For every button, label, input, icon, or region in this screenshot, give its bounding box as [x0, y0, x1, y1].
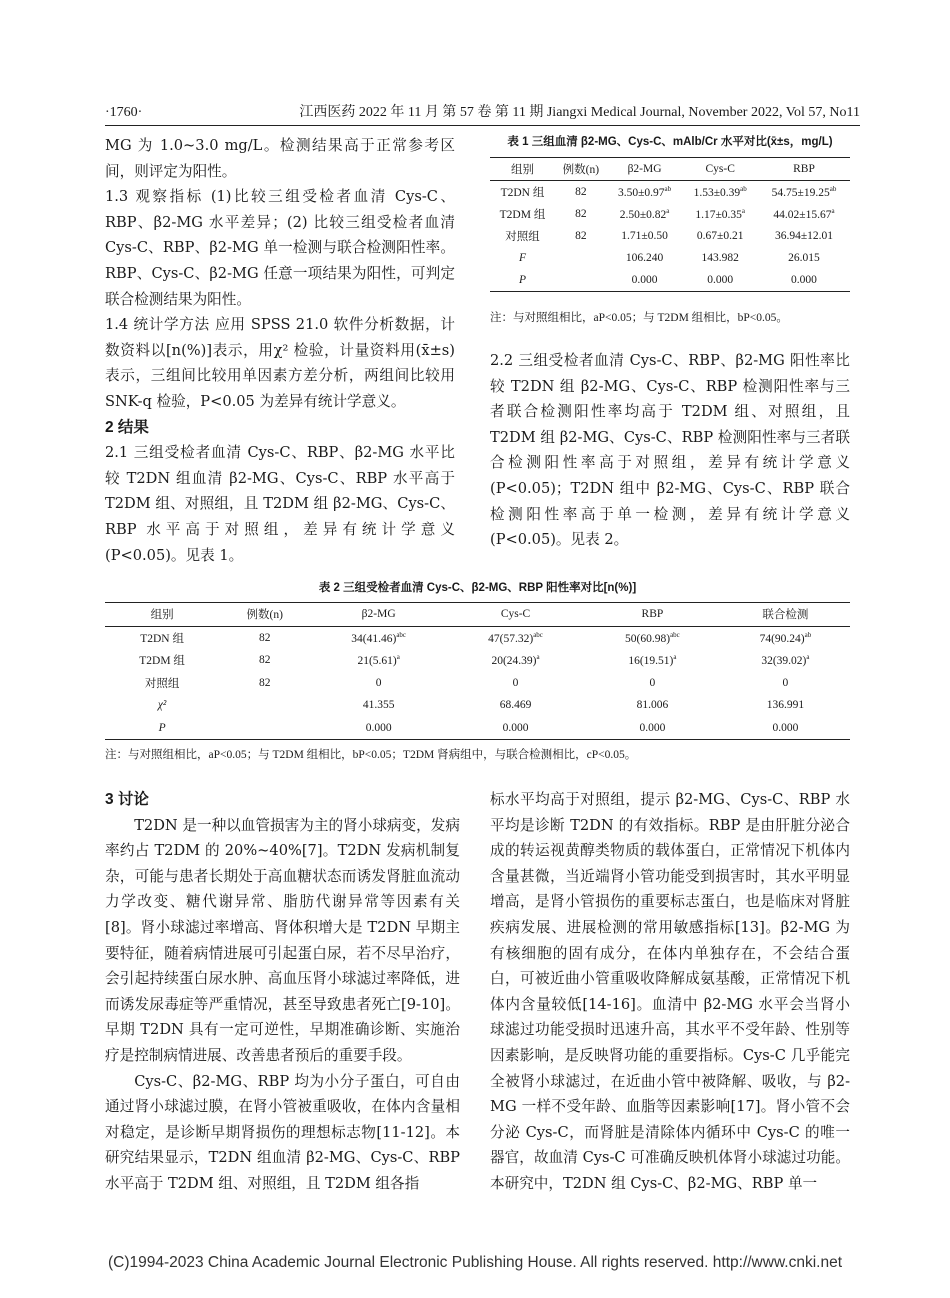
table-cell: 44.02±15.67$^a$ — [773, 207, 835, 221]
table-row — [105, 649, 850, 672]
table-cell: 82 — [258, 631, 271, 644]
significance-mark: ab — [829, 185, 837, 194]
table-cell: 3.50±0.97$^{ab}$ — [617, 185, 672, 199]
table-cell: 1.71±0.50 — [621, 230, 668, 242]
table1-header: β2-MG — [627, 163, 662, 175]
copyright-footer: (C)1994-2023 China Academic Journal Electronic Publishing House. All rights reserved. http://www.cnki.net — [107, 1254, 843, 1271]
page-number: ·1760· — [105, 105, 143, 120]
table-cell: T2DN 组 — [500, 187, 545, 199]
table-cell: 0.000 — [772, 721, 799, 734]
table-cell: 41.355 — [362, 699, 395, 712]
table-cell: F — [518, 252, 526, 264]
table-cell: $74(90.24)^{ab}$ — [759, 630, 812, 645]
table-cell: 81.006 — [636, 699, 669, 712]
table-cell — [555, 247, 607, 269]
paragraph: 2.2 三组受检者血清 Cys-C、RBP、β2-MG 阳性率比较 T2DN 组 β2-MG、Cys-C、RBP 检测阳性率与三者联合检测阳性率均高于 T2DM 组、对照组，且 T2DM 组 β2-MG、Cys-C、RBP 检测阳性率与三者联合检测阳性率高于对照组，差异有统计学意义(P<0.05)；T2DN 组中 β2-MG、Cys-C、RBP 联合检测阳性率高于单一检测，差异有统计学意义(P<0.05)。见表 2。 — [490, 352, 850, 549]
table-row — [105, 672, 850, 695]
significance-mark: ab — [664, 185, 672, 194]
table-cell: $50(60.98)^{abc}$ — [625, 630, 680, 645]
table-cell: 0.000 — [639, 721, 666, 734]
table-cell: T2DN 组 — [140, 632, 184, 645]
table-row — [105, 626, 850, 649]
table-row — [490, 247, 850, 269]
table-cell: 36.94±12.01 — [774, 230, 834, 242]
table-cell: 82 — [575, 230, 587, 242]
table-cell: 0 — [782, 676, 789, 689]
significance-mark: abc — [670, 630, 680, 639]
table-cell: 对照组 — [505, 231, 540, 243]
table-cell: 1.17±0.35$^a$ — [695, 207, 746, 221]
paragraph: Cys-C、β2-MG、RBP 均为小分子蛋白，可自由通过肾小球滤过膜，在肾小管被重吸收，在体内含量相对稳定，是诊断早期肾损伤的理想标志物[11-12]。本研究结果显示，T2DN 组血清 β2-MG、Cys-C、RBP 水平高于 T2DM 组、对照组，且 T2DM 组各指 — [105, 1072, 460, 1192]
table-cell: 136.991 — [766, 699, 805, 712]
table-cell: 1.53±0.39$^{ab}$ — [693, 185, 747, 199]
table1-header: Cys-C — [705, 163, 735, 175]
significance-mark: ab — [804, 630, 812, 639]
table-cell: 2.50±0.82$^a$ — [619, 207, 670, 221]
table-cell: $21(5.61)^a$ — [357, 653, 400, 668]
table-cell: $34(41.46)^{abc}$ — [351, 630, 407, 645]
significance-mark: a — [666, 207, 670, 216]
table1-header: 组别 — [510, 164, 534, 176]
journal-line: 江西医药 2022 年 11 月 第 57 卷 第 11 期 Jiangxi Medical Journal, November 2022, Vol 57, No11 — [299, 105, 860, 120]
section-heading-discussion: 3 讨论 — [105, 791, 149, 808]
table2-header: Cys-C — [500, 608, 531, 621]
table2-header: 组别 — [150, 609, 174, 622]
significance-mark: abc — [533, 630, 543, 639]
table-row — [490, 181, 850, 204]
paragraph: MG 为 1.0~3.0 mg/L。检测结果高于正常参考区间，则评定为阳性。 — [105, 137, 455, 180]
table-cell: 0.000 — [365, 721, 392, 734]
table-cell: 对照组 — [144, 677, 180, 690]
significance-mark: a — [831, 207, 835, 216]
table1-header: 例数(n) — [562, 164, 600, 176]
section-2-1: 2.1 三组受检者血清 Cys-C、RBP、β2-MG 水平比较 T2DN 组血清 β2-MG、Cys-C、RBP 水平高于 T2DM 组、对照组，且 T2DM 组 β2-MG、Cys-C、RBP 水平高于对照组，差异有统计学意义 (P<0.05)。见表 1。 — [105, 444, 455, 564]
table2-header: 例数(n) — [246, 609, 283, 622]
significance-mark: abc — [396, 630, 407, 639]
table-cell — [219, 717, 310, 740]
paragraph: T2DN 是一种以血管损害为主的肾小球病变，发病率约占 T2DM 的 20%~40%[7]。T2DN 发病机制复杂，可能与患者长期处于高血糖状态而诱发肾脏血流动力学改变、糖代谢异常、脂肪代谢异常等因素有关[8]。肾小球滤过率增高、肾体积增大是 T2DN 早期主要特征，随着病情进展可引起蛋白尿，若不尽早治疗，会引起持续蛋白尿水肿、高血压肾小球滤过率降低，进而诱发尿毒症等严重情况，甚至导致患者死亡[9-10]。早期 T2DN 具有一定可逆性，早期准确诊断、实施治疗是控制病情进展、改善患者预后的重要手段。 — [105, 816, 460, 1064]
significance-mark: a — [806, 653, 810, 662]
table-cell: 82 — [258, 676, 271, 689]
table-cell: 0.000 — [707, 274, 734, 286]
significance-mark: a — [536, 653, 540, 662]
significance-mark: a — [673, 653, 677, 662]
table-cell: 26.015 — [788, 252, 820, 264]
table1-header: RBP — [793, 163, 815, 175]
table-cell — [555, 269, 607, 292]
table1 — [490, 157, 850, 292]
table-cell: 82 — [575, 208, 587, 220]
table1-note: 注：与对照组相比，aP<0.05；与 T2DM 组相比，bP<0.05。 — [490, 312, 788, 324]
table-cell: 82 — [258, 654, 271, 667]
table1-caption: 表 1 三组血清 β2-MG、Cys-C、mAlb/Cr 水平对比(x̄±s，mg/L) — [507, 136, 833, 148]
table-cell: $32(39.02)^a$ — [761, 653, 810, 668]
table-cell: 0.67±0.21 — [696, 230, 744, 242]
table-row — [490, 225, 850, 247]
table-cell: $20(24.39)^a$ — [491, 653, 540, 668]
table1-header-row — [490, 158, 850, 181]
table-cell: $47(57.32)^{abc}$ — [488, 630, 543, 645]
paragraph: 标水平均高于对照组，提示 β2-MG、Cys-C、RBP 水平均是诊断 T2DN 的有效指标。RBP 是由肝脏分泌合成的转运视黄醇类物质的载体蛋白，正常情况下机体内含量甚微，当近端肾小管功能受到损害时，其水平明显增高，是肾小管损伤的重要标志蛋白，也是临床对肾脏疾病发展、进展检测的常用敏感指标[13]。β2-MG 为有核细胞的固有成分，在体内单独存在，不会结合蛋白，可被近曲小管重吸收降解成氨基酸，正常情况下机体内含量较低[14-16]。血清中 β2-MG 水平会当肾小球滤过功能受损时迅速升高，其水平不受年龄、性别等因素影响，是反映肾功能的重要指标。Cys-C 几乎能完全被肾小球滤过，在近曲小管中被降解、吸收，与 β2-MG 一样不受年龄、血脂等因素影响[17]。肾小管不会分泌 Cys-C，而肾脏是清除体内循环中 Cys-C 的唯一器官，故血清 Cys-C 可准确反映机体肾小球滤过功能。本研究中，T2DN 组 Cys-C、β2-MG、RBP 单一 — [490, 791, 850, 1192]
table-cell: 0 — [375, 676, 382, 689]
table-cell: $16(19.51)^a$ — [628, 653, 677, 668]
significance-mark: a — [741, 207, 746, 216]
table-cell: 0.000 — [631, 274, 658, 286]
table-row — [490, 203, 850, 225]
significance-mark: ab — [740, 185, 747, 194]
section-1-4: 1.4 统计学方法 应用 SPSS 21.0 软件分析数据，计数资料以[n(%)]表示，用χ² 检验，计量资料用(x̄±s)表示，三组间比较用单因素方差分析，两组间比较用 SNK-q 检验，P<0.05 为差异有统计学意义。 — [105, 316, 455, 410]
table2-header: β2-MG — [361, 608, 396, 621]
table-cell: 0 — [649, 676, 656, 689]
table-cell: 106.240 — [625, 252, 664, 264]
table-cell: 0.000 — [502, 721, 529, 734]
table-cell: T2DM 组 — [499, 209, 546, 221]
table-cell: T2DM 组 — [139, 655, 185, 668]
table2-note: 注：与对照组相比，aP<0.05；与 T2DM 组相比，bP<0.05；T2DM 肾病组中，与联合检测相比，cP<0.05。 — [105, 749, 637, 761]
table-cell: P — [518, 274, 526, 286]
table-row — [490, 269, 850, 292]
table-cell: P — [158, 721, 166, 734]
discussion-left — [105, 787, 460, 1197]
section-2-2 — [490, 348, 850, 553]
table-cell: 68.469 — [499, 699, 532, 712]
table-cell: 54.75±19.25$^{ab}$ — [771, 185, 837, 199]
table-cell: 0 — [512, 676, 519, 689]
table-row — [105, 717, 850, 740]
section-heading-results: 2 结果 — [105, 418, 149, 436]
table2-caption: 表 2 三组受检者血清 Cys-C、β2-MG、RBP 阳性率对比[n(%)] — [318, 582, 637, 594]
table-cell: 82 — [575, 186, 587, 198]
table2-header-row — [105, 603, 850, 627]
table1-block — [490, 133, 850, 292]
table2 — [105, 602, 850, 740]
table-cell: χ² — [157, 699, 167, 712]
table-row — [105, 694, 850, 717]
significance-mark: a — [396, 653, 400, 662]
table-cell: 0.000 — [791, 274, 817, 286]
left-column-top — [105, 133, 455, 568]
table-cell: 143.982 — [701, 252, 739, 264]
table2-header: 联合检测 — [762, 609, 809, 622]
table2-header: RBP — [641, 608, 664, 621]
section-1-3: 1.3 观察指标 (1)比较三组受检者血清 Cys-C、RBP、β2-MG 水平差异；(2) 比较三组受检者血清 Cys-C、RBP、β2-MG 单一检测与联合检测阳性率。RBP、Cys-C、β2-MG 任意一项结果为阳性，可判定联合检测结果为阳性。 — [105, 188, 455, 308]
table2-block — [105, 579, 850, 740]
table-cell — [219, 694, 310, 717]
discussion-right — [490, 787, 850, 1197]
running-header — [105, 101, 860, 126]
